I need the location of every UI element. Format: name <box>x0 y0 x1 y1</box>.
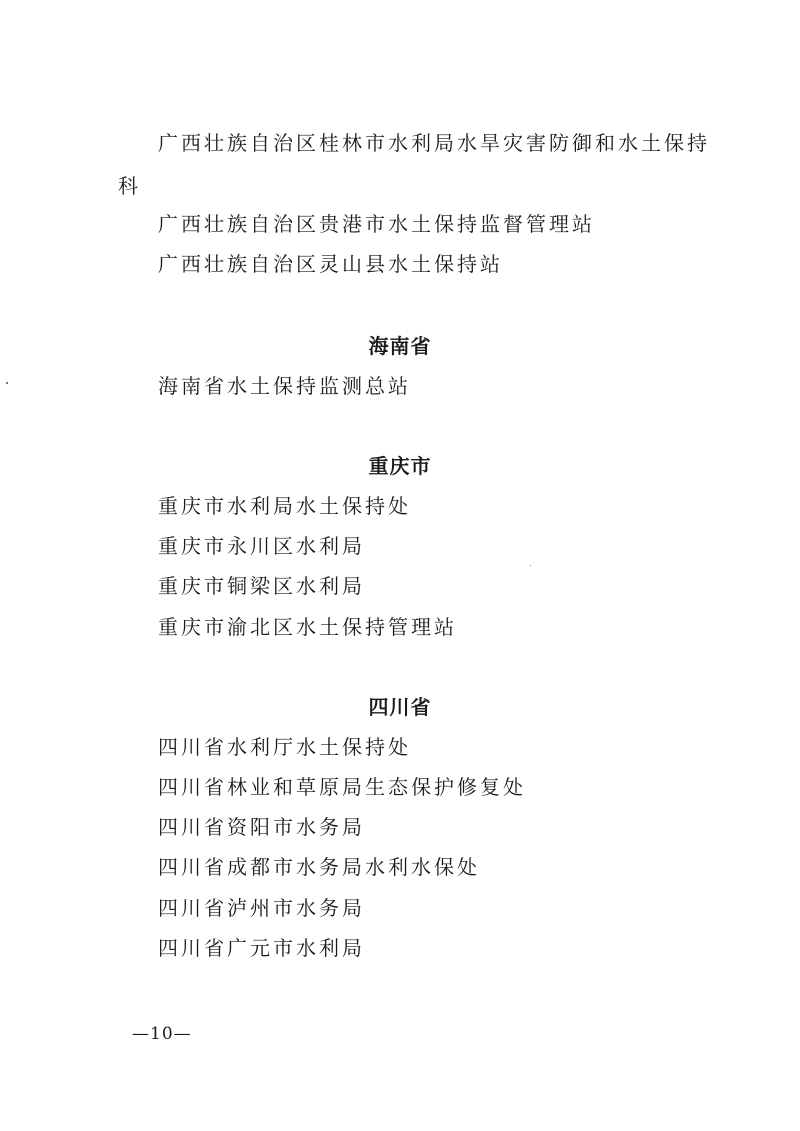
org-item: 四川省广元市水利局 <box>158 936 365 960</box>
section-heading-sichuan: 四川省 <box>368 695 432 719</box>
page-number: —10— <box>132 1024 192 1044</box>
section-heading-chongqing: 重庆市 <box>368 454 432 478</box>
org-item: 四川省成都市水务局水利水保处 <box>158 855 480 879</box>
org-item: 海南省水土保持监测总站 <box>158 374 411 398</box>
org-item: 重庆市铜梁区水利局 <box>158 574 365 598</box>
scan-speck <box>6 382 8 384</box>
scan-speck <box>530 565 531 566</box>
org-item: 广西壮族自治区桂林市水利局水旱灾害防御和水土保持 <box>158 131 710 155</box>
org-item: 广西壮族自治区灵山县水土保持站 <box>158 252 503 276</box>
org-item: 四川省水利厅水土保持处 <box>158 735 411 759</box>
org-item: 四川省泸州市水务局 <box>158 896 365 920</box>
section-heading-hainan: 海南省 <box>368 334 432 358</box>
org-item: 四川省林业和草原局生态保护修复处 <box>158 775 526 799</box>
org-item-continuation: 科 <box>118 174 141 198</box>
org-item: 四川省资阳市水务局 <box>158 815 365 839</box>
org-item: 重庆市渝北区水土保持管理站 <box>158 615 457 639</box>
org-item: 重庆市水利局水土保持处 <box>158 494 411 518</box>
org-item: 广西壮族自治区贵港市水土保持监督管理站 <box>158 212 595 236</box>
org-item: 重庆市永川区水利局 <box>158 534 365 558</box>
